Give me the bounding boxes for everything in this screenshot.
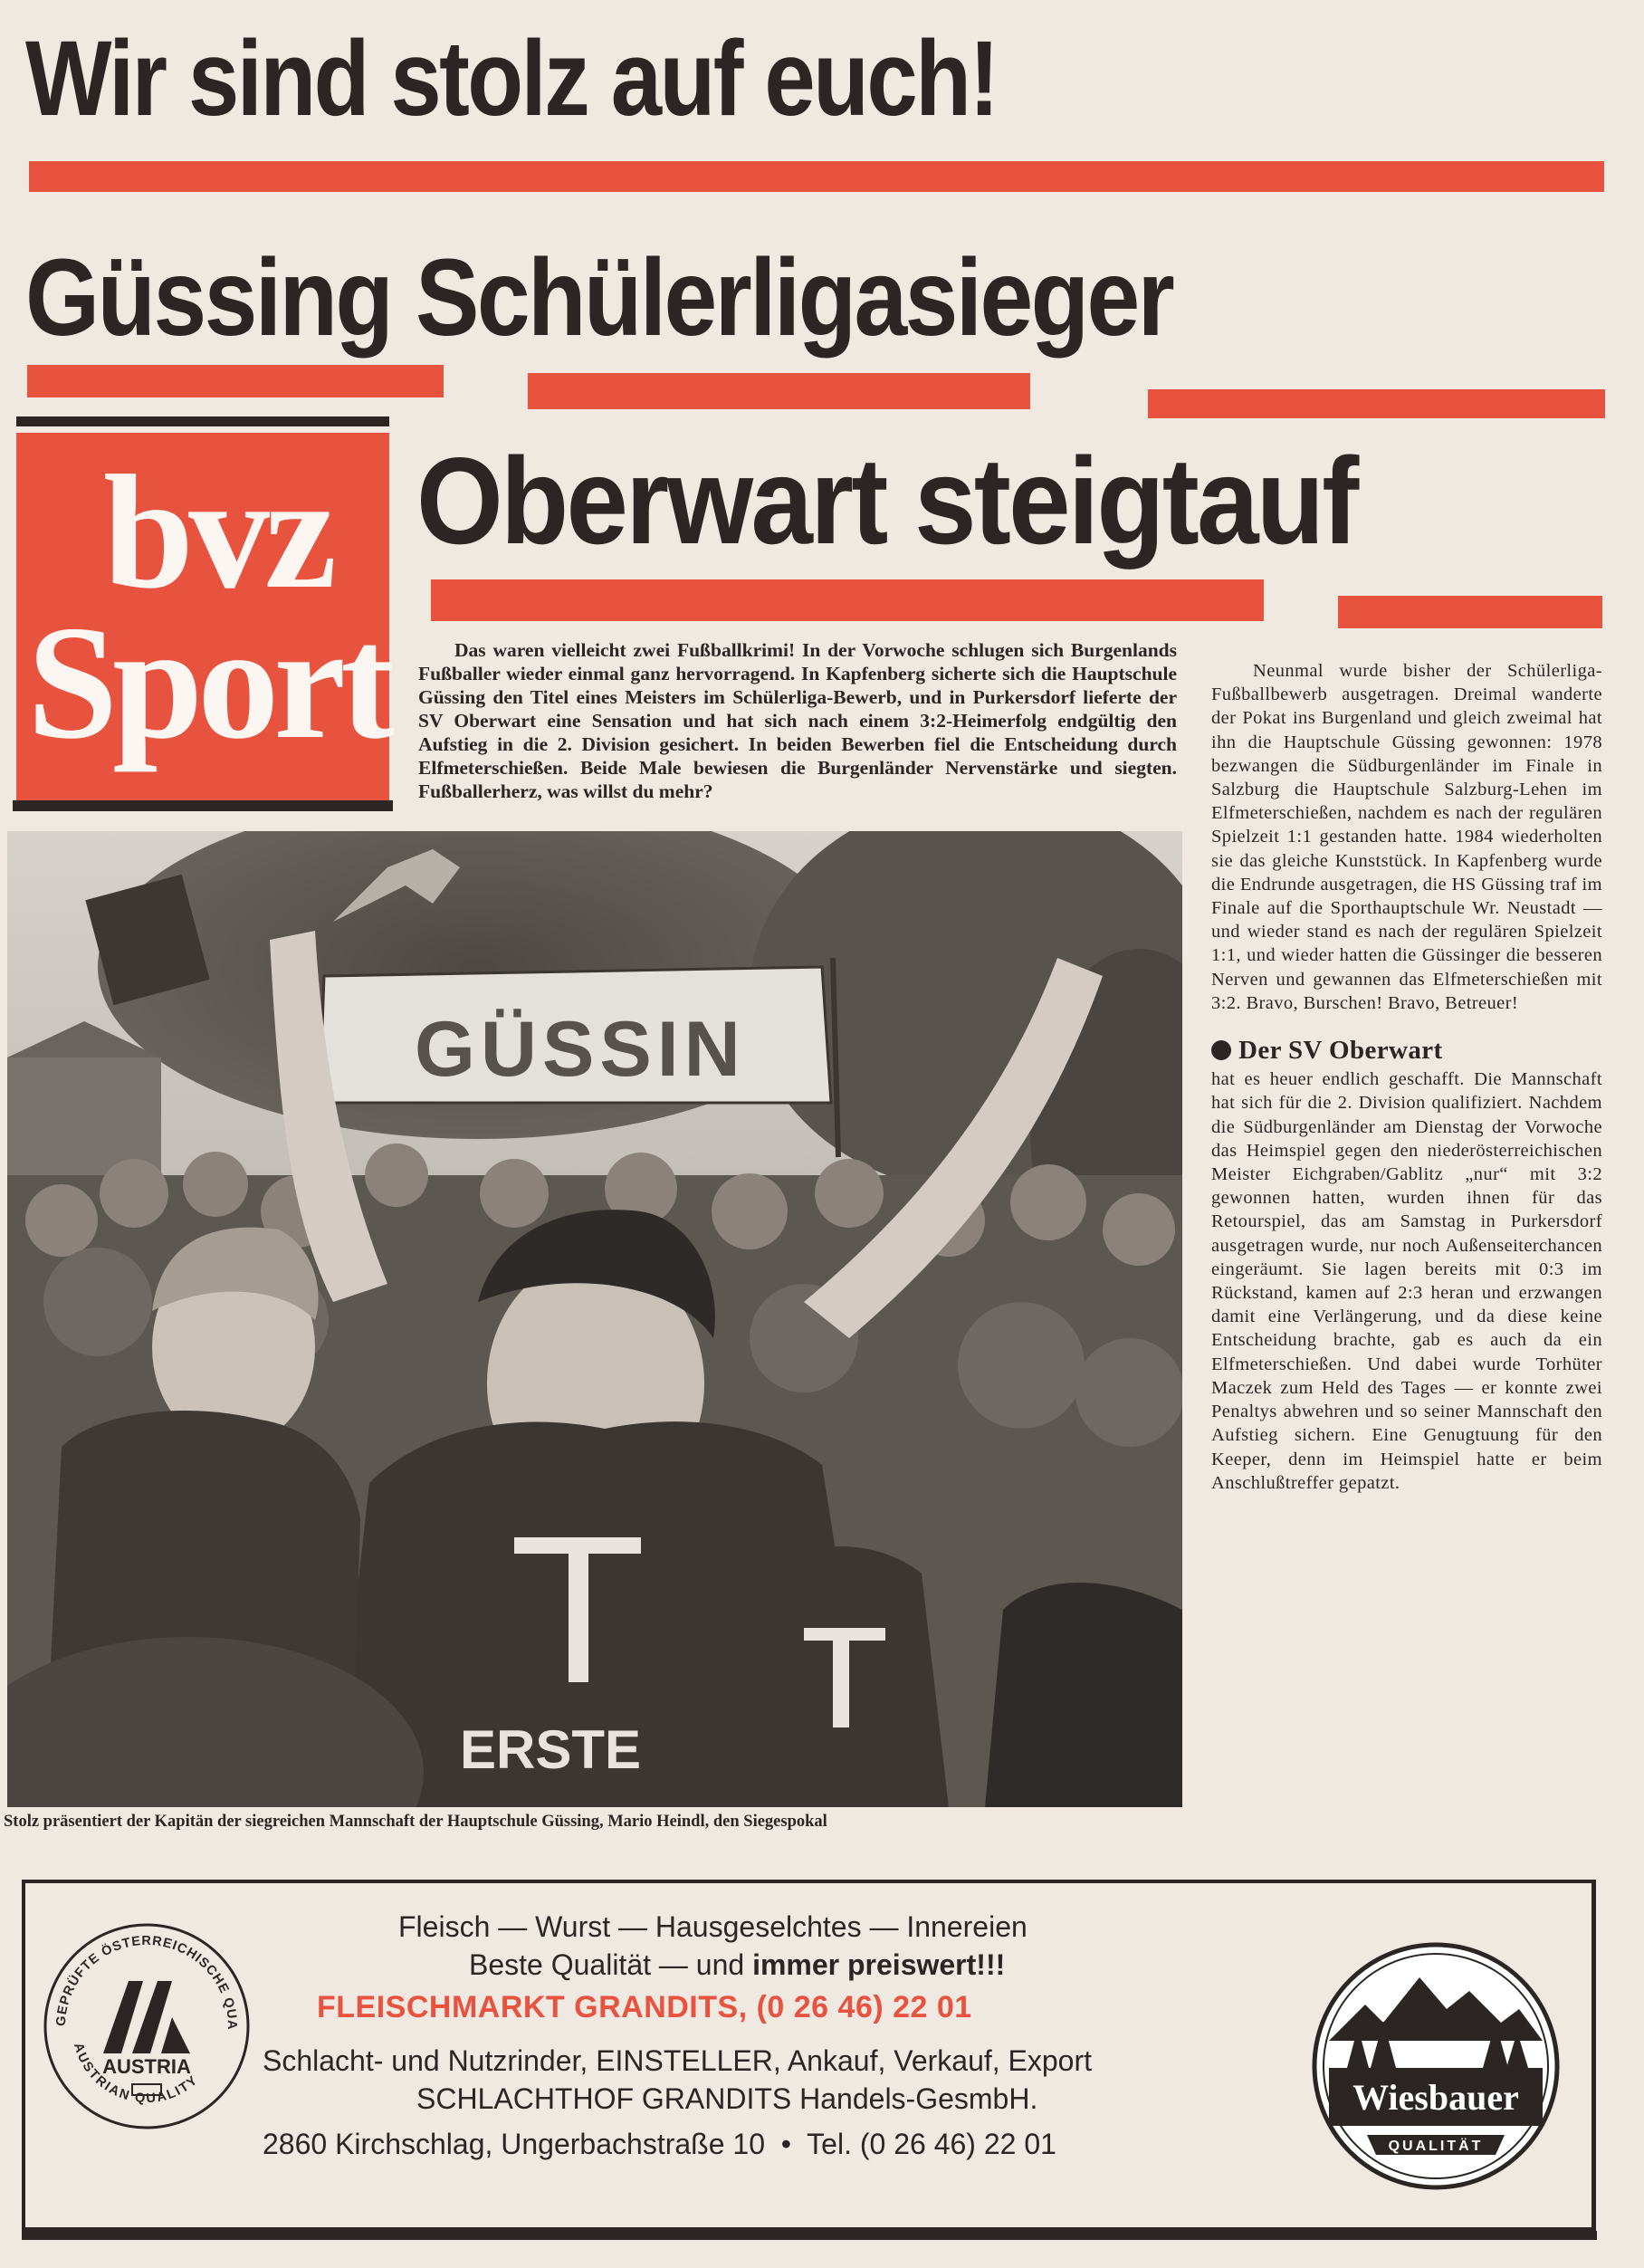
seal-ring-bottom-text: AUSTRIAN QUALITY xyxy=(70,2041,202,2107)
seal-center-text: AUSTRIA xyxy=(102,2055,191,2078)
subheading-row xyxy=(1211,1036,1602,1066)
logo-sport: Sport xyxy=(27,592,390,772)
wiesbauer-brand-text: Wiesbauer xyxy=(1352,2077,1519,2118)
ad-line-4: Schlacht- und Nutzrinder, EINSTELLER, Ankauf, Verkauf, Export xyxy=(263,2044,1093,2077)
photo-caption: Stolz präsentiert der Kapitän der siegreichen Mannschaft der Hauptschule Güssing, Mario Heindl, den Siegespokal xyxy=(4,1813,827,1831)
bullet-icon xyxy=(1211,1040,1231,1060)
headline-2-underline-b xyxy=(528,373,1030,409)
wiesbauer-seal xyxy=(1311,1941,1561,2191)
svg-text:GEPRÜFTE ÖSTERREICHISCHE QUALI xyxy=(38,1918,239,2031)
column-subheading: Der SV Oberwart xyxy=(1238,1036,1443,1066)
headline-3-underline-a xyxy=(431,579,1264,621)
ad-line-5: SCHLACHTHOF GRANDITS Handels-GesmbH. xyxy=(416,2082,1038,2115)
ad-bottom-rule xyxy=(22,2231,1597,2240)
banner-text: GÜSSIN xyxy=(415,1006,746,1093)
team-photo xyxy=(7,831,1182,1807)
ad-line-2 xyxy=(469,1948,1005,1982)
ad-line-1: Fleisch — Wurst — Hausgeselchtes — Innereien xyxy=(398,1910,1028,1943)
column-paragraph-2: hat es heuer endlich geschafft. Die Mannschaft hat sich für die 2. Division qualifiziert. Nachdem die Südburgenländer am Dienstag der Vorwoche das Heimspiel gegen den niederösterreichischen Meister Eichgraben/Gablitz „nur“ mit 3:2 gewonnen hatten, wurden ihnen für das Retourspiel, das am Samstag in Purkersdorf ausgetragen wurde, nur noch Außenseiterchancen eingeräumt. Sie lagen bereits mit 0:3 im Rückstand, kamen auf 2:3 heran und erzwangen damit eine Verlängerung, und da diese keine Entscheidung brachte, gab es auch da ein Elfmeterschießen. Und dabei wurde Torhüter Maczek zum Held des Tages — er konnte zwei Penaltys abwehren und so seiner Mannschaft den Aufstieg sichern. Eine Genugtuung für den Keeper, denn im Heimspiel hatte er beim Anschlußtreffer gepatzt. xyxy=(1211,1069,1602,1493)
ad-line-6: 2860 Kirchschlag, Ungerbachstraße 10 • Tel. (0 26 46) 22 01 xyxy=(263,2128,1056,2160)
ad-line-2-start: Beste Qualität — und xyxy=(469,1948,753,1981)
logo-bvz: bvz xyxy=(103,442,331,622)
ad-line-2-bold: immer preiswert!!! xyxy=(752,1948,1006,1981)
column-paragraph-1: Neunmal wurde bisher der Schülerliga-Fußballbewerb ausgetragen. Dreimal wanderte der Pokat ins Burgenland und gleich zweimal hat ihn die Hauptschule Güssing gewonnen: 1978 bezwangen die Südburgenländer im Finale in Salzburg die Hauptschule Salzburg-Lehen im Elfmeterschießen, nachdem es nach der regulären Spielzeit 1:1 gestanden hatte. 1984 wiederholten sie das gleiche Kunststück. In Kapfenberg wurde die Endrunde ausgetragen, die HS Güssing traf im Finale auf die Sporthauptschule Wr. Neustadt — und wieder stand es nach der regulären Spielzeit 1:1, und wieder hatten die Güssinger die besseren Nerven und gewannen das Elfmeterschießen mit 3:2. Bravo, Burschen! Bravo, Betreuer! xyxy=(1211,661,1602,1013)
bvz-sport-logo xyxy=(16,433,389,806)
headline-1-underline xyxy=(29,161,1604,192)
headline-2: Güssing Schülerligasieger xyxy=(25,235,1173,359)
article-column xyxy=(1211,659,1602,1495)
headline-3-underline-b xyxy=(1338,596,1602,628)
headline-1: Wir sind stolz auf euch! xyxy=(25,19,998,139)
ad-headline: FLEISCHMARKT GRANDITS, (0 26 46) 22 01 xyxy=(317,1990,972,2024)
seal-ring-top-text: GEPRÜFTE ÖSTERREICHISCHE QUA xyxy=(53,1933,240,2031)
headline-2-underline-a xyxy=(27,365,444,397)
shirt-text: ERSTE xyxy=(460,1719,642,1780)
photo-illustration xyxy=(7,831,1182,1807)
wiesbauer-ribbon-text: QUALITÄT xyxy=(1388,2139,1484,2154)
austria-quality-seal xyxy=(38,1918,255,2135)
headline-3: Oberwart steigtauf xyxy=(416,432,1357,569)
logo-bottom-rule xyxy=(13,800,393,811)
logo-top-rule xyxy=(16,416,389,426)
intro-paragraph: Das waren vielleicht zwei Fußballkrimi! In der Vorwoche schlugen sich Burgenlands Fußballer wieder einmal ganz hervorragend. In Kapfenberg sicherte sich die Hauptschule Güssing den Titel eines Meisters im Schülerliga-Bewerb, und in Purkersdorf lieferte der SV Oberwart eine Sensation und hat sich nach einem 3:2-Heimerfolg endgültig den Aufstieg in die 2. Division gesichert. In beiden Bewerben fiel die Entscheidung durch Elfmeterschießen. Beide Male bewiesen die Burgenländer Nervenstärke und siegten. Fußballerherz, was willst du mehr? xyxy=(418,639,1177,802)
headline-2-underline-c xyxy=(1148,389,1605,418)
